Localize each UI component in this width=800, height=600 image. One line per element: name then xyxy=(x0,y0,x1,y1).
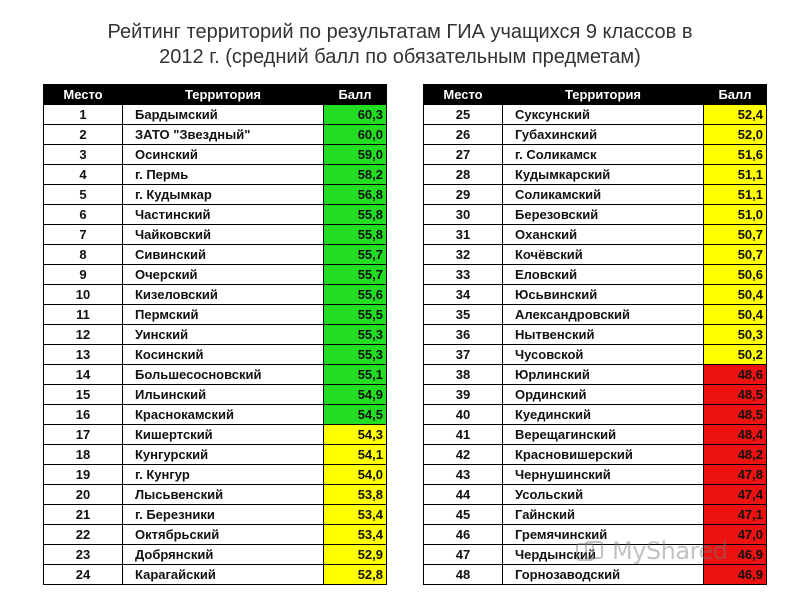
table-row xyxy=(424,405,767,425)
place-cell: 44 xyxy=(424,485,503,505)
table-row xyxy=(424,125,767,145)
table-row xyxy=(44,525,387,545)
territory-cell: Юрлинский xyxy=(503,365,704,385)
table-row xyxy=(44,245,387,265)
territory-cell: Верещагинский xyxy=(503,425,704,445)
table-row xyxy=(44,285,387,305)
place-cell: 20 xyxy=(44,485,123,505)
score-cell: 50,6 xyxy=(704,265,767,285)
territory-cell: Кочёвский xyxy=(503,245,704,265)
table-row xyxy=(44,465,387,485)
table-row xyxy=(424,165,767,185)
score-cell: 48,4 xyxy=(704,425,767,445)
territory-cell: Косинский xyxy=(123,345,324,365)
table-row xyxy=(44,305,387,325)
score-cell: 55,8 xyxy=(324,205,387,225)
place-cell: 30 xyxy=(424,205,503,225)
territory-cell: Лысьвенский xyxy=(123,485,324,505)
score-cell: 47,1 xyxy=(704,505,767,525)
score-cell: 55,7 xyxy=(324,245,387,265)
territory-cell: г. Кунгур xyxy=(123,465,324,485)
place-cell: 29 xyxy=(424,185,503,205)
territory-cell: Осинский xyxy=(123,145,324,165)
place-cell: 34 xyxy=(424,285,503,305)
territory-cell: Кишертский xyxy=(123,425,324,445)
table-row xyxy=(424,245,767,265)
score-cell: 47,8 xyxy=(704,465,767,485)
score-cell: 58,2 xyxy=(324,165,387,185)
table-row xyxy=(44,565,387,585)
territory-cell: г. Пермь xyxy=(123,165,324,185)
score-cell: 48,5 xyxy=(704,385,767,405)
score-cell: 50,4 xyxy=(704,285,767,305)
score-cell: 50,7 xyxy=(704,245,767,265)
place-cell: 32 xyxy=(424,245,503,265)
territory-cell: Октябрьский xyxy=(123,525,324,545)
table-row xyxy=(424,325,767,345)
place-cell: 9 xyxy=(44,265,123,285)
territory-cell: г. Березники xyxy=(123,505,324,525)
table-row xyxy=(44,185,387,205)
territory-cell: Очерский xyxy=(123,265,324,285)
place-cell: 47 xyxy=(424,545,503,565)
territory-cell: Уинский xyxy=(123,325,324,345)
territory-cell: Гайнский xyxy=(503,505,704,525)
place-cell: 10 xyxy=(44,285,123,305)
place-cell: 45 xyxy=(424,505,503,525)
territory-cell: Усольский xyxy=(503,485,704,505)
header-score: Балл xyxy=(704,85,767,105)
place-cell: 16 xyxy=(44,405,123,425)
table-row xyxy=(44,545,387,565)
score-cell: 55,3 xyxy=(324,345,387,365)
table-row xyxy=(424,145,767,165)
place-cell: 2 xyxy=(44,125,123,145)
place-cell: 22 xyxy=(44,525,123,545)
territory-cell: Кизеловский xyxy=(123,285,324,305)
territory-cell: Кудымкарский xyxy=(503,165,704,185)
table-row xyxy=(424,465,767,485)
score-cell: 55,5 xyxy=(324,305,387,325)
score-cell: 51,1 xyxy=(704,165,767,185)
score-cell: 53,8 xyxy=(324,485,387,505)
territory-cell: Нытвенский xyxy=(503,325,704,345)
place-cell: 28 xyxy=(424,165,503,185)
territory-cell: Чердынский xyxy=(503,545,704,565)
place-cell: 27 xyxy=(424,145,503,165)
table-row xyxy=(44,385,387,405)
territory-cell: Чернушинский xyxy=(503,465,704,485)
table-row xyxy=(424,105,767,125)
place-cell: 37 xyxy=(424,345,503,365)
score-cell: 53,4 xyxy=(324,505,387,525)
score-cell: 54,0 xyxy=(324,465,387,485)
score-cell: 52,0 xyxy=(704,125,767,145)
table-row xyxy=(44,125,387,145)
territory-cell: Суксунский xyxy=(503,105,704,125)
table-row xyxy=(424,305,767,325)
score-cell: 54,5 xyxy=(324,405,387,425)
territory-cell: ЗАТО "Звездный" xyxy=(123,125,324,145)
table-row xyxy=(44,345,387,365)
place-cell: 31 xyxy=(424,225,503,245)
score-cell: 55,6 xyxy=(324,285,387,305)
place-cell: 21 xyxy=(44,505,123,525)
score-cell: 52,4 xyxy=(704,105,767,125)
territory-cell: г. Кудымкар xyxy=(123,185,324,205)
score-cell: 56,8 xyxy=(324,185,387,205)
rating-table-right xyxy=(423,84,767,585)
place-cell: 43 xyxy=(424,465,503,485)
score-cell: 59,0 xyxy=(324,145,387,165)
table-row xyxy=(424,385,767,405)
table-row xyxy=(44,265,387,285)
score-cell: 51,1 xyxy=(704,185,767,205)
place-cell: 33 xyxy=(424,265,503,285)
table-row xyxy=(44,165,387,185)
territory-cell: Горнозаводский xyxy=(503,565,704,585)
territory-cell: Кунгурский xyxy=(123,445,324,465)
place-cell: 14 xyxy=(44,365,123,385)
place-cell: 24 xyxy=(44,565,123,585)
score-cell: 46,9 xyxy=(704,565,767,585)
place-cell: 7 xyxy=(44,225,123,245)
place-cell: 19 xyxy=(44,465,123,485)
place-cell: 17 xyxy=(44,425,123,445)
score-cell: 53,4 xyxy=(324,525,387,545)
table-row xyxy=(424,265,767,285)
table-row xyxy=(44,145,387,165)
score-cell: 50,2 xyxy=(704,345,767,365)
table-row xyxy=(424,485,767,505)
score-cell: 51,0 xyxy=(704,205,767,225)
score-cell: 55,8 xyxy=(324,225,387,245)
title-line-2: 2012 г. (средний балл по обязательным предметам) xyxy=(159,46,641,68)
place-cell: 48 xyxy=(424,565,503,585)
table-row xyxy=(424,445,767,465)
territory-cell: Гремячинский xyxy=(503,525,704,545)
score-cell: 52,9 xyxy=(324,545,387,565)
table-header-row xyxy=(44,85,387,105)
score-cell: 50,4 xyxy=(704,305,767,325)
watermark: MyShared xyxy=(612,537,728,565)
place-cell: 8 xyxy=(44,245,123,265)
place-cell: 12 xyxy=(44,325,123,345)
territory-cell: Чайковский xyxy=(123,225,324,245)
table-row xyxy=(44,485,387,505)
score-cell: 60,0 xyxy=(324,125,387,145)
score-cell: 46,9 xyxy=(704,545,767,565)
table-row xyxy=(424,365,767,385)
header-territory: Территория xyxy=(503,85,704,105)
score-cell: 54,9 xyxy=(324,385,387,405)
rating-table-left xyxy=(43,84,387,585)
place-cell: 26 xyxy=(424,125,503,145)
place-cell: 15 xyxy=(44,385,123,405)
place-cell: 35 xyxy=(424,305,503,325)
score-cell: 54,1 xyxy=(324,445,387,465)
place-cell: 40 xyxy=(424,405,503,425)
score-cell: 50,3 xyxy=(704,325,767,345)
title-line-1: Рейтинг территорий по результатам ГИА учащихся 9 классов в xyxy=(107,21,693,43)
header-score: Балл xyxy=(324,85,387,105)
score-cell: 54,3 xyxy=(324,425,387,445)
place-cell: 42 xyxy=(424,445,503,465)
score-cell: 60,3 xyxy=(324,105,387,125)
territory-cell: Березовский xyxy=(503,205,704,225)
table-row xyxy=(424,205,767,225)
place-cell: 41 xyxy=(424,425,503,445)
place-cell: 36 xyxy=(424,325,503,345)
score-cell: 47,0 xyxy=(704,525,767,545)
place-cell: 23 xyxy=(44,545,123,565)
table-row xyxy=(44,445,387,465)
page-title xyxy=(0,20,800,70)
table-row xyxy=(44,405,387,425)
territory-cell: Частинский xyxy=(123,205,324,225)
place-cell: 46 xyxy=(424,525,503,545)
place-cell: 4 xyxy=(44,165,123,185)
territory-cell: г. Соликамск xyxy=(503,145,704,165)
score-cell: 48,6 xyxy=(704,365,767,385)
table-row xyxy=(424,185,767,205)
territory-cell: Добрянский xyxy=(123,545,324,565)
header-place: Место xyxy=(44,85,123,105)
territory-cell: Большесосновский xyxy=(123,365,324,385)
place-cell: 11 xyxy=(44,305,123,325)
table-row xyxy=(44,105,387,125)
territory-cell: Юсьвинский xyxy=(503,285,704,305)
score-cell: 50,7 xyxy=(704,225,767,245)
territory-cell: Красновишерский xyxy=(503,445,704,465)
table-row xyxy=(424,505,767,525)
table-row xyxy=(424,345,767,365)
place-cell: 5 xyxy=(44,185,123,205)
table-row xyxy=(44,325,387,345)
score-cell: 55,1 xyxy=(324,365,387,385)
table-row xyxy=(44,225,387,245)
table-row xyxy=(44,505,387,525)
place-cell: 3 xyxy=(44,145,123,165)
score-cell: 52,8 xyxy=(324,565,387,585)
territory-cell: Соликамский xyxy=(503,185,704,205)
score-cell: 55,3 xyxy=(324,325,387,345)
table-row xyxy=(44,365,387,385)
place-cell: 1 xyxy=(44,105,123,125)
place-cell: 13 xyxy=(44,345,123,365)
territory-cell: Оханский xyxy=(503,225,704,245)
territory-cell: Сивинский xyxy=(123,245,324,265)
territory-cell: Пермский xyxy=(123,305,324,325)
table-row xyxy=(44,205,387,225)
table-row xyxy=(424,225,767,245)
place-cell: 18 xyxy=(44,445,123,465)
territory-cell: Губахинский xyxy=(503,125,704,145)
place-cell: 39 xyxy=(424,385,503,405)
score-cell: 47,4 xyxy=(704,485,767,505)
place-cell: 6 xyxy=(44,205,123,225)
score-cell: 55,7 xyxy=(324,265,387,285)
table-row xyxy=(44,425,387,445)
table-header-row xyxy=(424,85,767,105)
table-row xyxy=(424,285,767,305)
territory-cell: Бардымский xyxy=(123,105,324,125)
territory-cell: Краснокамский xyxy=(123,405,324,425)
place-cell: 38 xyxy=(424,365,503,385)
place-cell: 25 xyxy=(424,105,503,125)
header-place: Место xyxy=(424,85,503,105)
territory-cell: Чусовской xyxy=(503,345,704,365)
score-cell: 51,6 xyxy=(704,145,767,165)
territory-cell: Куединский xyxy=(503,405,704,425)
score-cell: 48,2 xyxy=(704,445,767,465)
territory-cell: Ординский xyxy=(503,385,704,405)
watermark-logo-icon xyxy=(575,540,605,564)
territory-cell: Еловский xyxy=(503,265,704,285)
territory-cell: Ильинский xyxy=(123,385,324,405)
territory-cell: Александровский xyxy=(503,305,704,325)
header-territory: Территория xyxy=(123,85,324,105)
table-row xyxy=(424,425,767,445)
score-cell: 48,5 xyxy=(704,405,767,425)
table-row xyxy=(424,565,767,585)
territory-cell: Карагайский xyxy=(123,565,324,585)
